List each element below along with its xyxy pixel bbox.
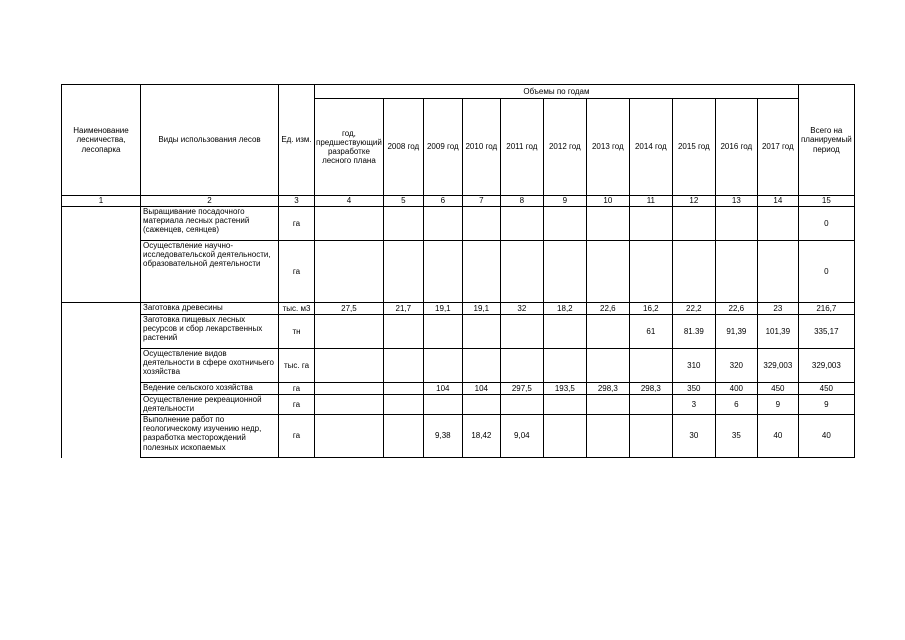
value-cell	[383, 315, 423, 349]
column-number: 4	[315, 196, 384, 207]
value-cell	[629, 207, 672, 241]
value-cell	[586, 241, 629, 303]
value-cell	[500, 349, 543, 383]
value-cell: 298,3	[629, 383, 672, 395]
column-number: 7	[462, 196, 500, 207]
value-cell: 400	[715, 383, 757, 395]
header-year: 2017 год	[757, 99, 798, 196]
value-cell	[629, 349, 672, 383]
total-cell: 329,003	[798, 349, 854, 383]
table-row	[62, 207, 855, 241]
value-cell	[383, 383, 423, 395]
value-cell	[383, 415, 423, 458]
header-year: 2012 год	[543, 99, 586, 196]
unit-cell: га	[279, 383, 315, 395]
unit-cell: тыс. м3	[279, 303, 315, 315]
header-kind: Виды использования лесов	[141, 85, 279, 196]
value-cell: 298,3	[586, 383, 629, 395]
value-cell: 104	[462, 383, 500, 395]
forest-use-volume-table	[61, 84, 855, 458]
forestry-cell	[62, 207, 141, 303]
value-cell	[423, 241, 462, 303]
value-cell	[715, 241, 757, 303]
unit-cell: тн	[279, 315, 315, 349]
column-number: 10	[586, 196, 629, 207]
unit-cell: га	[279, 207, 315, 241]
column-number: 9	[543, 196, 586, 207]
value-cell	[462, 395, 500, 415]
value-cell: 23	[757, 303, 798, 315]
use-kind-cell: Заготовка древесины	[141, 303, 279, 315]
value-cell	[383, 207, 423, 241]
value-cell	[543, 241, 586, 303]
value-cell	[423, 349, 462, 383]
value-cell: 9	[757, 395, 798, 415]
use-kind-cell: Осуществление научно-исследовательской деятельности, образовательной деятельности	[141, 241, 279, 303]
value-cell: 101,39	[757, 315, 798, 349]
value-cell	[500, 395, 543, 415]
column-number: 2	[141, 196, 279, 207]
header-year: 2009 год	[423, 99, 462, 196]
value-cell	[500, 241, 543, 303]
value-cell	[315, 349, 384, 383]
value-cell: 104	[423, 383, 462, 395]
value-cell	[629, 395, 672, 415]
value-cell	[315, 383, 384, 395]
value-cell	[315, 315, 384, 349]
unit-cell: га	[279, 415, 315, 458]
value-cell	[543, 395, 586, 415]
value-cell	[423, 395, 462, 415]
value-cell: 22,6	[715, 303, 757, 315]
value-cell	[543, 207, 586, 241]
value-cell: 9,38	[423, 415, 462, 458]
value-cell: 22,2	[672, 303, 715, 315]
value-cell: 6	[715, 395, 757, 415]
unit-cell: тыс. га	[279, 349, 315, 383]
table-row	[62, 415, 855, 458]
column-number: 8	[500, 196, 543, 207]
table-row	[62, 383, 855, 395]
unit-cell: га	[279, 241, 315, 303]
use-kind-cell: Выращивание посадочного материала лесных растений (саженцев, сеянцев)	[141, 207, 279, 241]
header-year: 2015 год	[672, 99, 715, 196]
value-cell: 9,04	[500, 415, 543, 458]
value-cell	[543, 415, 586, 458]
header-year: 2011 год	[500, 99, 543, 196]
value-cell	[543, 349, 586, 383]
use-kind-cell: Осуществление видов деятельности в сфере охотничьего хозяйства	[141, 349, 279, 383]
table-row	[62, 315, 855, 349]
value-cell	[462, 241, 500, 303]
value-cell	[586, 395, 629, 415]
column-number: 14	[757, 196, 798, 207]
value-cell	[629, 415, 672, 458]
value-cell	[586, 207, 629, 241]
value-cell: 193,5	[543, 383, 586, 395]
table-row	[62, 395, 855, 415]
value-cell: 32	[500, 303, 543, 315]
value-cell	[383, 241, 423, 303]
table-row	[62, 303, 855, 315]
header-year: 2014 год	[629, 99, 672, 196]
total-cell: 335,17	[798, 315, 854, 349]
value-cell: 16,2	[629, 303, 672, 315]
table-body	[62, 207, 855, 458]
value-cell: 450	[757, 383, 798, 395]
use-kind-cell: Заготовка пищевых лесных ресурсов и сбор лекарственных растений	[141, 315, 279, 349]
column-number: 15	[798, 196, 854, 207]
value-cell	[757, 241, 798, 303]
value-cell: 329,003	[757, 349, 798, 383]
value-cell: 22,6	[586, 303, 629, 315]
value-cell	[586, 415, 629, 458]
value-cell: 350	[672, 383, 715, 395]
header-prev-year: год, предшествующий разработке лесного плана	[315, 99, 384, 196]
value-cell: 310	[672, 349, 715, 383]
value-cell: 320	[715, 349, 757, 383]
value-cell: 40	[757, 415, 798, 458]
value-cell	[462, 315, 500, 349]
value-cell	[715, 207, 757, 241]
column-number: 13	[715, 196, 757, 207]
value-cell	[383, 349, 423, 383]
value-cell	[672, 207, 715, 241]
value-cell	[315, 241, 384, 303]
column-number: 3	[279, 196, 315, 207]
table-row	[62, 349, 855, 383]
forestry-cell	[62, 303, 141, 458]
value-cell	[629, 241, 672, 303]
value-cell	[462, 207, 500, 241]
value-cell: 27,5	[315, 303, 384, 315]
value-cell	[586, 349, 629, 383]
use-kind-cell: Выполнение работ по геологическому изучению недр, разработка месторождений полезных ископаемых	[141, 415, 279, 458]
value-cell: 21,7	[383, 303, 423, 315]
header-volumes-by-year: Объемы по годам	[315, 85, 799, 99]
value-cell	[462, 349, 500, 383]
total-cell: 9	[798, 395, 854, 415]
value-cell: 18,42	[462, 415, 500, 458]
value-cell: 19,1	[423, 303, 462, 315]
use-kind-cell: Ведение сельского хозяйства	[141, 383, 279, 395]
value-cell: 3	[672, 395, 715, 415]
header-year: 2013 год	[586, 99, 629, 196]
value-cell	[423, 315, 462, 349]
column-number: 1	[62, 196, 141, 207]
column-number: 5	[383, 196, 423, 207]
total-cell: 450	[798, 383, 854, 395]
table-row	[62, 241, 855, 303]
value-cell	[672, 241, 715, 303]
value-cell	[423, 207, 462, 241]
value-cell	[500, 315, 543, 349]
value-cell	[315, 415, 384, 458]
total-cell: 40	[798, 415, 854, 458]
value-cell: 18,2	[543, 303, 586, 315]
total-cell: 0	[798, 241, 854, 303]
value-cell: 91,39	[715, 315, 757, 349]
header-unit: Ед. изм.	[279, 85, 315, 196]
column-number: 6	[423, 196, 462, 207]
value-cell: 19,1	[462, 303, 500, 315]
value-cell	[315, 207, 384, 241]
value-cell: 297,5	[500, 383, 543, 395]
value-cell	[500, 207, 543, 241]
value-cell: 61	[629, 315, 672, 349]
use-kind-cell: Осуществление рекреационной деятельности	[141, 395, 279, 415]
value-cell: 81.39	[672, 315, 715, 349]
value-cell	[586, 315, 629, 349]
column-number: 12	[672, 196, 715, 207]
header-year: 2016 год	[715, 99, 757, 196]
value-cell: 35	[715, 415, 757, 458]
column-number-row	[62, 196, 855, 207]
value-cell	[757, 207, 798, 241]
total-cell: 0	[798, 207, 854, 241]
header-total: Всего на планируемый период	[798, 85, 854, 196]
total-cell: 216,7	[798, 303, 854, 315]
header-year: 2008 год	[383, 99, 423, 196]
header-forestry: Наименование лесничества, лесопарка	[62, 85, 141, 196]
unit-cell: га	[279, 395, 315, 415]
value-cell: 30	[672, 415, 715, 458]
value-cell	[383, 395, 423, 415]
value-cell	[543, 315, 586, 349]
column-number: 11	[629, 196, 672, 207]
header-year: 2010 год	[462, 99, 500, 196]
value-cell	[315, 395, 384, 415]
